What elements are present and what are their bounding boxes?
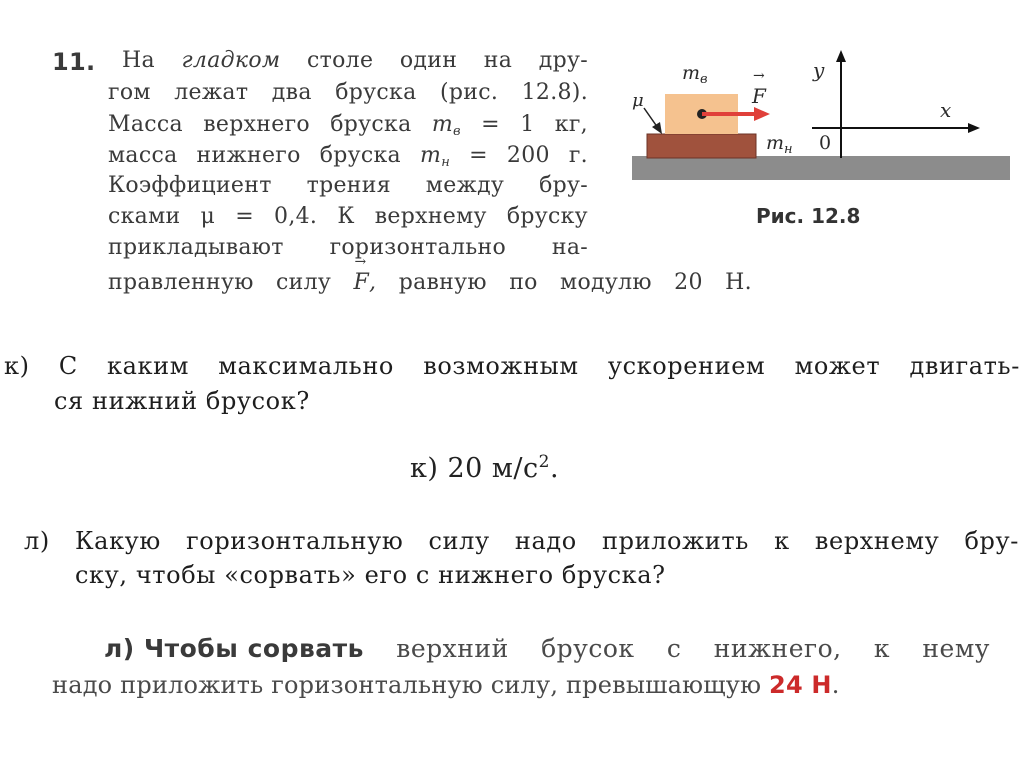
- mu-label: μ: [632, 90, 644, 111]
- question-l-marker: л): [24, 527, 50, 555]
- answer-l-lead: л) Чтобы сорвать: [104, 634, 364, 663]
- question-k-line-1: к) С каким максимально возможным ускорением может двигать-: [4, 352, 1020, 380]
- problem-line-2: гом лежат два бруска (рис. 12.8).: [108, 80, 588, 105]
- question-k-line-2: ся нижний брусок?: [54, 387, 310, 415]
- y-axis-label: y: [813, 58, 825, 82]
- answer-l-value: 24 Н: [769, 671, 832, 699]
- problem-line-1: 11. На гладком столе один на дру-: [52, 48, 588, 76]
- problem-line-3: Масса верхнего бруска $m_в$ = 1 кг,: [108, 112, 588, 139]
- mass-lower-symbol: $m_н$: [420, 143, 451, 170]
- answer-l-line-1: л) Чтобы сорвать верхний брусок с нижнего, к нему: [104, 634, 990, 663]
- problem-line-5: Коэффициент трения между бру-: [108, 173, 588, 198]
- problem-line-8: правленную силу → F, равную по модулю 20 Н.: [108, 270, 752, 295]
- problem-line-4: масса нижнего бруска $m_н$ = 200 г.: [108, 143, 588, 170]
- mass-upper-symbol: $m_в$: [431, 112, 461, 139]
- answer-l-line-2: надо приложить горизонтальную силу, превышающую 24 Н.: [52, 671, 840, 699]
- lower-block: [647, 134, 756, 158]
- table-surface: [632, 156, 1010, 180]
- figure-caption: Рис. 12.8: [756, 204, 861, 228]
- problem-line-6: сками μ = 0,4. К верхнему бруску: [108, 204, 588, 229]
- friction-pointer-head: [652, 122, 662, 134]
- upper-mass-label: $m_в$: [682, 62, 708, 87]
- origin-label: 0: [819, 132, 832, 154]
- question-k-marker: к): [4, 352, 30, 380]
- problem-number: 11.: [52, 48, 96, 76]
- x-axis-label: x: [940, 98, 952, 122]
- question-l-line-2: ску, чтобы «сорвать» его с нижнего бруска?: [75, 561, 666, 589]
- x-axis-arrow: [968, 123, 980, 133]
- y-axis-arrow: [836, 50, 846, 62]
- force-symbol: → F,: [353, 270, 376, 295]
- question-l-line-1: л) Какую горизонтальную силу надо приложить к верхнему бру-: [24, 527, 1019, 555]
- force-label: → F: [752, 84, 766, 108]
- lower-mass-label: $m_н$: [766, 132, 793, 157]
- answer-k: к) 20 $м/с^2$.: [410, 452, 560, 484]
- problem-line-7: прикладывают горизонтально на-: [108, 235, 588, 260]
- figure-12-8: [620, 50, 1020, 200]
- force-arrow-head: [754, 107, 770, 121]
